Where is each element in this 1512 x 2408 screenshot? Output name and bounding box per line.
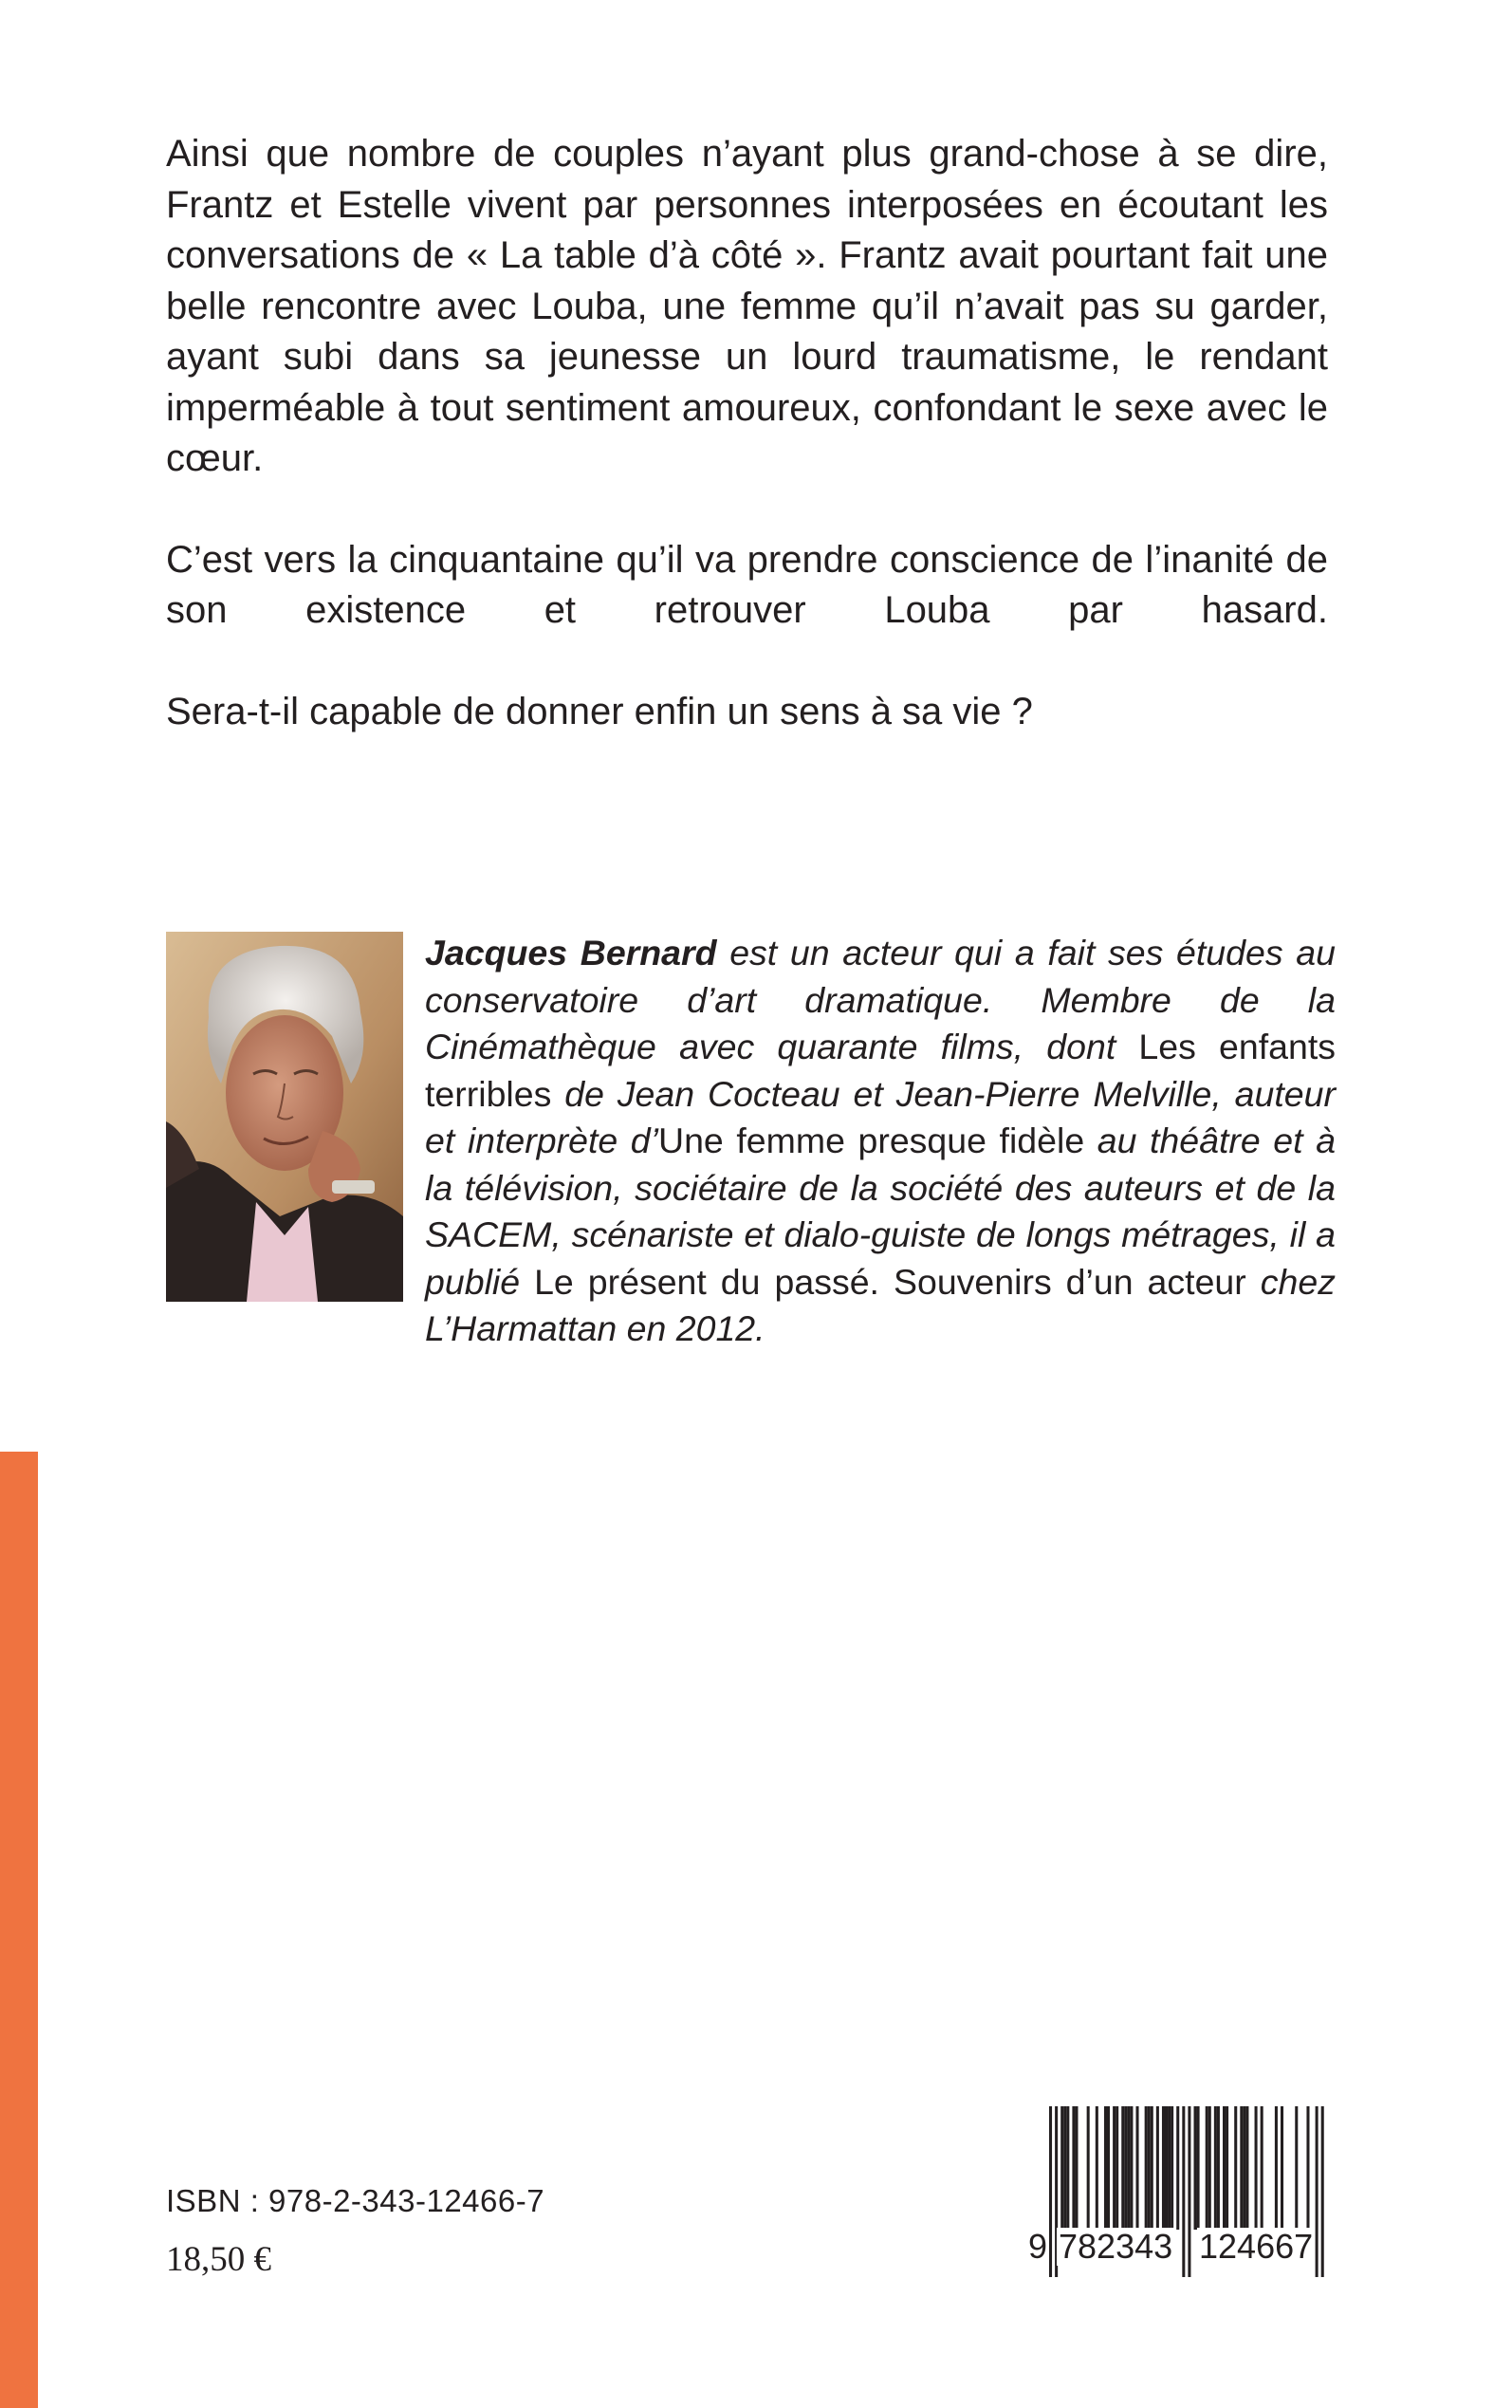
barcode-bar <box>1255 2106 1258 2230</box>
orange-spine-band <box>0 1452 38 2408</box>
barcode-bar <box>1075 2106 1078 2230</box>
barcode-bar <box>1145 2106 1148 2230</box>
bio-book-title: Le présent du passé. Souvenirs d’un acteur <box>534 1261 1246 1302</box>
price-label: 18,50 € <box>166 2240 271 2279</box>
barcode-bar <box>1234 2106 1237 2230</box>
barcode-bar <box>1107 2106 1110 2230</box>
barcode-bar <box>1206 2106 1208 2230</box>
barcode-bar <box>1116 2106 1118 2230</box>
barcode-bar <box>1162 2106 1165 2230</box>
author-biography <box>425 930 1336 1353</box>
barcode-bar <box>1124 2106 1127 2230</box>
blurb-paragraph-3: Sera-t-il capable de donner enfin un sens à sa vie ? <box>166 690 1033 732</box>
barcode-bar <box>1243 2106 1245 2230</box>
author-name: Jacques Bernard <box>425 933 717 972</box>
bio-text-1: est un acteur qui a fait ses études au conservatoire d’art dramatique. Membre de la Cinémathèque avec quarante films, dont <box>425 933 1336 1066</box>
barcode-bar <box>1261 2106 1263 2230</box>
barcode-bar <box>1245 2106 1248 2230</box>
barcode-bar <box>1104 2106 1107 2230</box>
barcode-bar <box>1096 2106 1098 2230</box>
barcode-bar <box>1306 2106 1309 2230</box>
isbn-label: ISBN : 978-2-343-12466-7 <box>166 2183 545 2218</box>
barcode-bar <box>1208 2106 1211 2230</box>
bio-text-4: chez L’Harmattan en 2012. <box>425 1261 1336 1348</box>
barcode-bar <box>1165 2106 1168 2230</box>
barcode-bar <box>1226 2106 1228 2230</box>
blurb-paragraph-1: Ainsi que nombre de couples n’ayant plus grand-chose à se dire, Frantz et Estelle vivent par personnes interposées en écoutant les conversations de « La table d’à côté ». Frantz avait pourtant fait une belle rencontre avec Louba, une femme qu’il n’avait pas su garder, ayant subi dans sa jeunesse un lourd traumatisme, le rendant imperméable à tout sentiment amoureux, confondant le sexe avec le cœur. <box>166 133 1328 479</box>
barcode-first-digit: 9 <box>1028 2227 1048 2266</box>
barcode-bar <box>1217 2106 1220 2230</box>
barcode-bar <box>1113 2106 1116 2230</box>
barcode-bar <box>1060 2106 1063 2230</box>
barcode-bar <box>1281 2106 1283 2230</box>
barcode-bar <box>1240 2106 1243 2230</box>
barcode-bar <box>1295 2106 1298 2230</box>
barcode-bar <box>1130 2106 1133 2230</box>
back-cover-blurb <box>166 129 1328 787</box>
author-photo <box>166 932 403 1302</box>
barcode-bar <box>1151 2106 1153 2230</box>
barcode-bar <box>1214 2106 1217 2230</box>
barcode-bar <box>1072 2106 1075 2230</box>
barcode-bar <box>1223 2106 1226 2230</box>
barcode-bar <box>1063 2106 1066 2230</box>
ean13-barcode <box>1026 2104 1339 2294</box>
barcode-bar <box>1275 2106 1278 2230</box>
barcode-bar <box>1127 2106 1130 2230</box>
bio-film-title: Les enfants terribles <box>425 1027 1337 1114</box>
blurb-paragraph-2: C’est vers la cinquantaine qu’il va prendre conscience de l’inanité de son existence et retrouver Louba par hasard. <box>166 538 1328 631</box>
bio-text-3: au théâtre et à la télévision, sociétaire de la société des auteurs et de la SACEM, scénariste et dialo-guiste de longs métrages, il a publié <box>425 1121 1336 1302</box>
bio-play-title: Une femme presque fidèle <box>657 1121 1085 1160</box>
barcode-bar <box>1121 2106 1124 2230</box>
barcode-bar <box>1136 2106 1139 2230</box>
barcode-right-group: 124667 <box>1199 2227 1314 2266</box>
barcode-left-group: 782343 <box>1059 2227 1173 2266</box>
barcode-bar <box>1168 2106 1171 2230</box>
barcode-bar <box>1066 2106 1069 2230</box>
barcode-bar <box>1194 2106 1197 2230</box>
barcode-bar <box>1148 2106 1151 2230</box>
barcode-bar <box>1156 2106 1159 2230</box>
barcode-bar <box>1197 2106 1200 2230</box>
barcode-bar <box>1087 2106 1090 2230</box>
barcode-digits <box>1026 2228 1339 2266</box>
bio-text-2: de Jean Cocteau et Jean-Pierre Melville, auteur et interprète d’ <box>425 1073 1336 1160</box>
barcode-bar <box>1171 2106 1173 2230</box>
barcode-bar <box>1176 2106 1179 2230</box>
